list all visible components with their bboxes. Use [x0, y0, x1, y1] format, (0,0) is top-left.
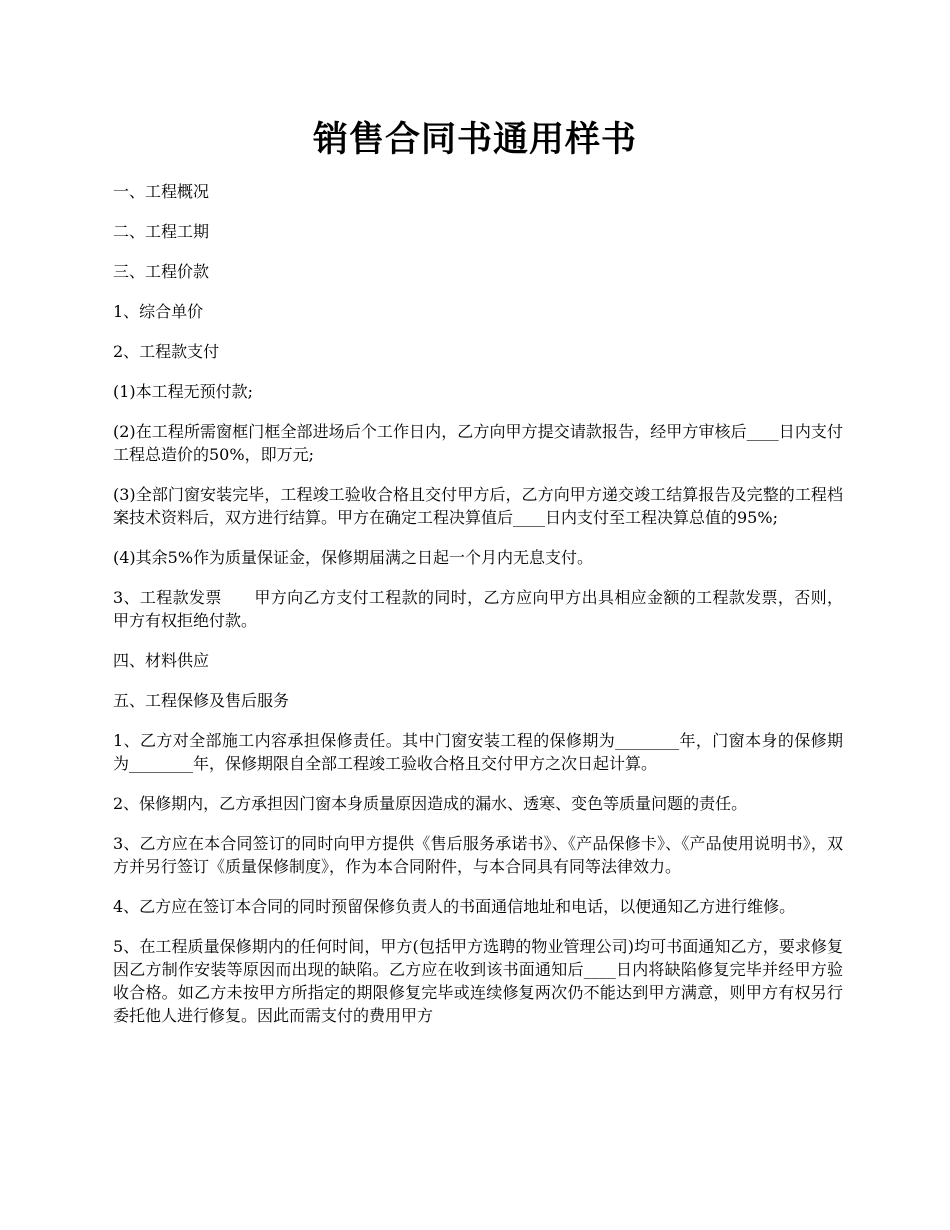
heading-material-supply: 四、材料供应 — [113, 651, 210, 670]
document-body — [113, 180, 843, 1044]
warranty-clause-2: 2、保修期内，乙方承担因门窗本身质量原因造成的漏水、透寒、变色等质量问题的责任。 — [113, 794, 748, 813]
warranty-clause-4: 4、乙方应在签订本合同的同时预留保修负责人的书面通信地址和电话，以便通知乙方进行维修。 — [113, 897, 796, 916]
payment-clause-1: (1)本工程无预付款; — [113, 382, 254, 401]
heading-warranty-service: 五、工程保修及售后服务 — [113, 691, 290, 710]
warranty-clause-1: 1、乙方对全部施工内容承担保修责任。其中门窗安装工程的保修期为________年，门窗本身的保修期为________年，保修期限自全部工程竣工验收合格且交付甲方之次日起计算。 — [113, 731, 843, 773]
payment-clause-4: (4)其余5%作为质量保证金，保修期届满之日起一个月内无息支付。 — [113, 548, 594, 567]
heading-project-schedule: 二、工程工期 — [113, 222, 210, 241]
subheading-payment: 2、工程款支付 — [113, 342, 220, 361]
heading-project-price: 三、工程价款 — [113, 262, 210, 281]
subheading-unit-price: 1、综合单价 — [113, 302, 204, 321]
warranty-clause-3: 3、乙方应在本合同签订的同时向甲方提供《售后服务承诺书》、《产品保修卡》、《产品使用说明书》，双方并另行签订《质量保修制度》，作为本合同附件，与本合同具有同等法律效力。 — [113, 834, 843, 876]
payment-clause-2: (2)在工程所需窗框门框全部进场后个工作日内，乙方向甲方提交请款报告，经甲方审核后____日内支付工程总造价的50%，即万元; — [113, 422, 843, 464]
heading-project-overview: 一、工程概况 — [113, 182, 210, 201]
warranty-clause-5: 5、在工程质量保修期内的任何时间，甲方(包括甲方选聘的物业管理公司)均可书面通知乙方，要求修复因乙方制作安装等原因而出现的缺陷。乙方应在收到该书面通知后____日内将缺陷修复完毕并经甲方验收合格。如乙方未按甲方所指定的期限修复完毕或连续修复两次仍不能达到甲方满意，则甲方有权另行委托他人进行修复。因此而需支付的费用甲方 — [113, 937, 843, 1025]
payment-clause-3: (3)全部门窗安装完毕，工程竣工验收合格且交付甲方后，乙方向甲方递交竣工结算报告及完整的工程档案技术资料后，双方进行结算。甲方在确定工程决算值后____日内支付至工程决算总值的95%; — [113, 485, 843, 527]
document-title: 销售合同书通用样书 — [312, 119, 637, 160]
invoice-clause: 3、工程款发票 甲方向乙方支付工程款的同时，乙方应向甲方出具相应金额的工程款发票，否则，甲方有权拒绝付款。 — [113, 588, 843, 630]
